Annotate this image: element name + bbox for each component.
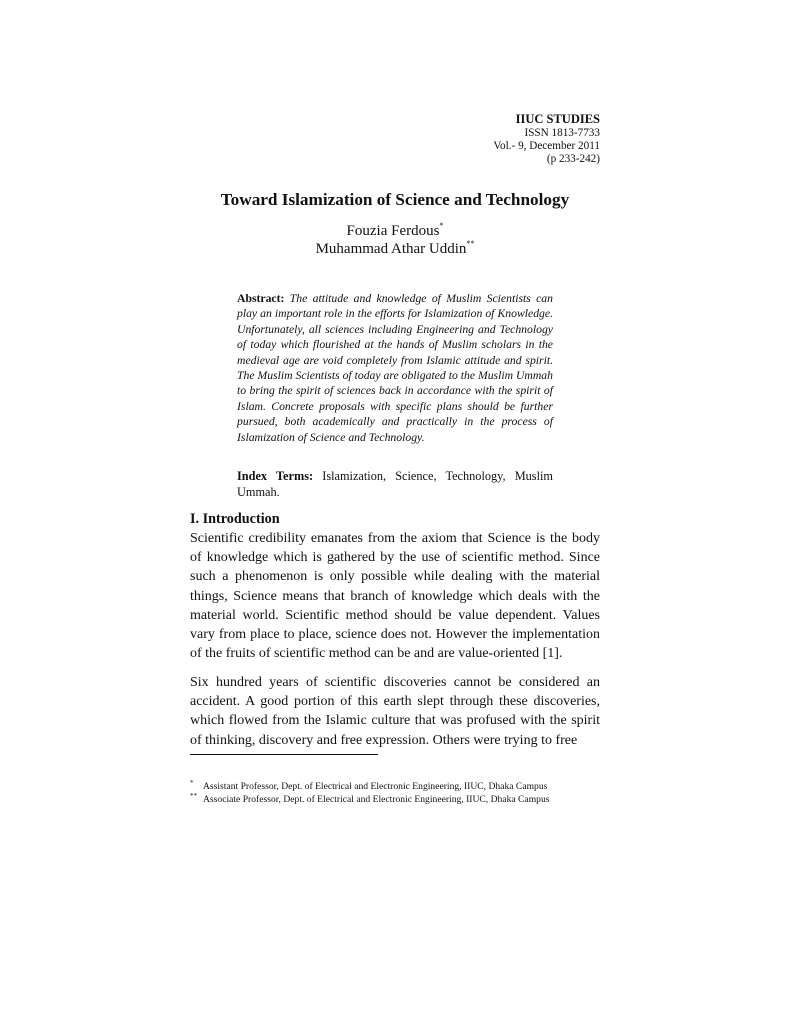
- author-2-footnote-mark: **: [466, 239, 475, 248]
- abstract-label: Abstract:: [237, 292, 285, 305]
- journal-name: IIUC STUDIES: [515, 112, 600, 126]
- author-1-name: Fouzia Ferdous: [346, 223, 440, 239]
- index-terms-label: Index Terms:: [237, 469, 314, 483]
- author-2-name: Muhammad Athar Uddin: [315, 241, 467, 257]
- author-2: [0, 240, 790, 258]
- paper-title: Toward Islamization of Science and Technology: [220, 190, 570, 209]
- footnote-text: Associate Professor, Dept. of Electrical and Electronic Engineering, IIUC, Dhaka Campus: [203, 794, 550, 805]
- author-list: [0, 222, 790, 258]
- author-1-footnote-mark: *: [439, 221, 444, 230]
- journal-info: [493, 112, 600, 166]
- section-heading: I. Introduction: [190, 511, 280, 527]
- footnote-divider: [190, 754, 378, 755]
- author-1: [0, 222, 790, 240]
- journal-issn: ISSN 1813-7733: [524, 127, 600, 139]
- footnote-text: Assistant Professor, Dept. of Electrical and Electronic Engineering, IIUC, Dhaka Campus: [203, 781, 548, 792]
- body-paragraph: Scientific credibility emanates from the axiom that Science is the body of knowledge which is gathered by the use of scientific method. Since such a phenomenon is only possible while dealing with the material things, Science means that branch of knowledge which deals with the material world. Scientific method should be value dependent. Values vary from place to place, science does not. However the implementation of the fruits of scientific method can be and are value-oriented [1].: [190, 531, 600, 662]
- abstract: [237, 291, 553, 445]
- body-paragraph: Six hundred years of scientific discoveries cannot be considered an accident. A good portion of this earth slept through these discoveries, which flowed from the Islamic culture that was profused with the spirit of thinking, discovery and free expression. Others were trying to free: [190, 675, 600, 748]
- journal-pages: (p 233-242): [546, 153, 600, 165]
- footnotes: [190, 780, 610, 806]
- footnote-item: ** Associate Professor, Dept. of Electrical and Electronic Engineering, IIUC, Dhaka Campus: [190, 792, 550, 805]
- footnote-item: * Assistant Professor, Dept. of Electrical and Electronic Engineering, IIUC, Dhaka Campus: [190, 779, 548, 792]
- abstract-text: The attitude and knowledge of Muslim Scientists can play an important role in the efforts for Islamization of Knowledge. Unfortunately, all sciences including Engineering and Technology of today which flourished at the hands of Muslim scholars in the medieval age are void completely from Islamic attitude and spirit. The Muslim Scientists of today are obligated to the Muslim Ummah to bring the spirit of sciences back in accordance with the spirit of Islam. Concrete proposals with specific plans should be further pursued, both academically and practically in the process of Islamization of Science and Technology.: [237, 292, 553, 444]
- journal-volume: Vol.- 9, December 2011: [493, 140, 600, 152]
- index-terms: [237, 468, 553, 500]
- index-terms-text: Islamization, Science, Technology, Muslim Ummah.: [237, 469, 553, 499]
